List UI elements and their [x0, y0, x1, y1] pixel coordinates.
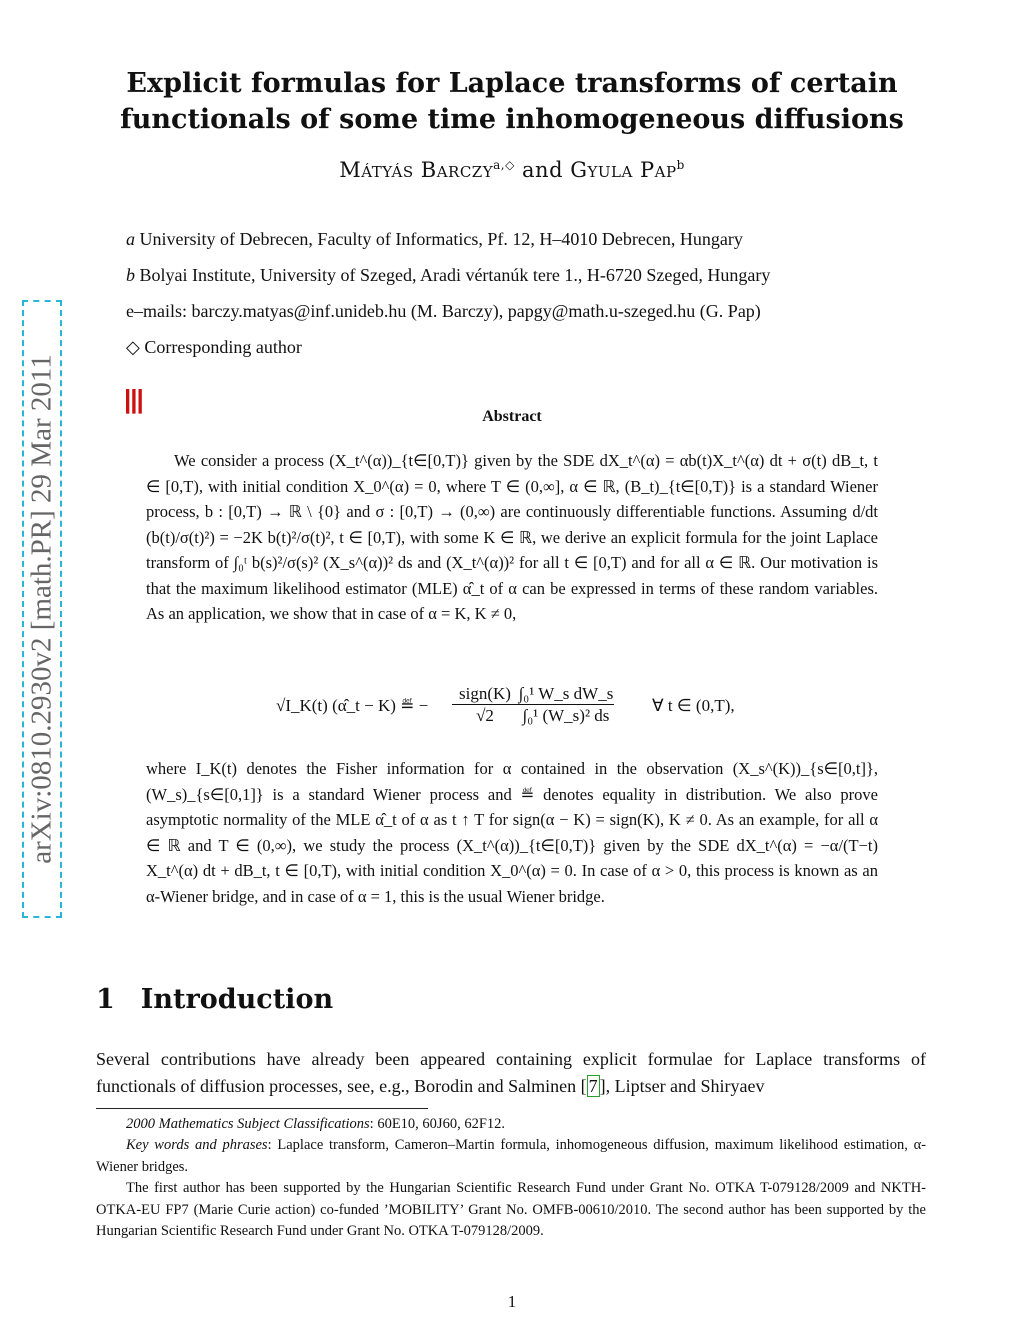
footnote-keywords: [96, 1135, 926, 1178]
abstract-paragraph-2: where I_K(t) denotes the Fisher information for α contained in the observation (X_s^(K))_{s∈[0,t]}, (W_s)_{s∈[0,1]} is a standard Wiener process and ≝ denotes equality in distribution. We also prove asymptotic normality of the MLE α̂_t of α as t ↑ T for sign(α − K) = sign(K), K ≠ 0. As an example, for all α ∈ ℝ and T ∈ (0,∞), we study the process (X_t^(α))_{t∈[0,T)} given by the SDE dX_t^(α) = −α/(T−t) X_t^(α) dt + dB_t, t ∈ [0,T), with initial condition X_0^(α) = 0. In case of α > 0, this process is known as an α-Wiener bridge, and in case of α = 1, this is the usual Wiener bridge.: [146, 759, 878, 906]
intro-paragraph: [96, 1046, 926, 1100]
display-condition: ∀ t ∈ (0,T),: [652, 696, 735, 715]
author-1: Mátyás Barczy: [339, 158, 494, 182]
footnote-funding: The first author has been supported by the Hungarian Scientific Research Fund under Grant No. OTKA T-079128/2009 and NKTH-OTKA-EU FP7 (Marie Curie action) co-funded ’MOBILITY’ Grant No. OMFB-00610/2010. The second author has been supported by the Hungarian Scientific Research Fund under Grant No. OTKA T-079128/2009.: [96, 1180, 926, 1239]
display-int-num: ∫₀¹ W_s dW_s: [518, 684, 614, 703]
display-lhs: √I_K(t) (α̂_t − K) ≝ −: [276, 696, 429, 715]
author-1-sup: a,◇: [493, 158, 515, 172]
display-int-den: ∫₀¹ (W_s)² ds: [522, 706, 610, 725]
display-frac-den: √2: [476, 706, 494, 725]
affiliation-b-mark: b: [126, 265, 135, 285]
footnote-msc-label: 2000 Mathematics Subject Classifications: [126, 1116, 370, 1132]
title-line-1: Explicit formulas for Laplace transforms of certain: [126, 68, 898, 99]
display-int-frac: [518, 684, 614, 727]
footnote-msc: [96, 1114, 926, 1136]
corresponding-author: ◇ Corresponding author: [126, 337, 302, 357]
affiliation-b-text: Bolyai Institute, University of Szeged, Aradi vértanúk tere 1., H-6720 Szeged, Hungary: [139, 265, 771, 285]
affiliation-a-mark: a: [126, 229, 135, 249]
footnote-msc-text: : 60E10, 60J60, 62F12.: [369, 1116, 506, 1132]
affiliation-a-text: University of Debrecen, Faculty of Informatics, Pf. 12, H–4010 Debrecen, Hungary: [139, 229, 743, 249]
display-frac: [452, 684, 518, 727]
arxiv-stamp: [22, 300, 62, 918]
paper-title: [120, 66, 904, 138]
author-2: Gyula Pap: [570, 158, 677, 182]
abstract-paragraph-1: We consider a process (X_t^(α))_{t∈[0,T)} given by the SDE dX_t^(α) = αb(t)X_t^(α) dt + σ(t) dB_t, t ∈ [0,T), with initial condition X_0^(α) = 0, where T ∈ (0,∞], α ∈ ℝ, (B_t)_{t∈[0,T)} is a standard Wiener process, b : [0,T) → ℝ \ {0} and σ : [0,T) → (0,∞) are continuously differentiable functions. Assuming d/dt (b(t)/σ(t)²) = −2K b(t)²/σ(t)², t ∈ [0,T), with some K ∈ ℝ, we derive an explicit formula for the joint Laplace transform of ∫₀ᵗ b(s)²/σ(s)² (X_s^(α))² ds and (X_t^(α))² for all t ∈ [0,T) and for all α ∈ ℝ. Our motivation is that the maximum likelihood estimator (MLE) α̂_t of α can be expressed in terms of these random variables. As an application, we show that in case of α = K, K ≠ 0,: [146, 451, 878, 623]
page-number: 1: [507, 1292, 517, 1311]
intro-text-1: Several contributions have already been appeared containing explicit formulae for Laplace transforms of functionals of diffusion processes, see, e.g., Borodin and Salminen [: [96, 1049, 926, 1096]
emails: e–mails: barczy.matyas@inf.unideb.hu (M. Barczy), papgy@math.u-szeged.hu (G. Pap): [126, 301, 761, 321]
intro-text-2: ], Liptser and Shiryaev: [599, 1076, 765, 1096]
red-bars-mark: |||: [124, 384, 143, 414]
display-equation: [146, 684, 878, 734]
author-conj: and: [522, 158, 564, 182]
author-line: [120, 158, 904, 182]
affiliation-a: [126, 229, 743, 250]
section-title: Introduction: [140, 984, 334, 1015]
title-line-2: functionals of some time inhomogeneous diffusions: [120, 104, 904, 135]
affiliation-b: [126, 265, 770, 286]
section-number: 1: [96, 984, 115, 1015]
abstract-heading: Abstract: [482, 408, 542, 425]
footnote-keywords-text: : Laplace transform, Cameron–Martin formula, inhomogeneous diffusion, maximum likelihood estimation, α-Wiener bridges.: [96, 1137, 926, 1175]
author-2-sup: b: [676, 158, 685, 172]
citation-link-7[interactable]: 7: [588, 1076, 598, 1096]
footnote-keywords-label: Key words and phrases: [126, 1137, 268, 1153]
section-heading: [96, 984, 333, 1015]
arxiv-stamp-text: arXiv:0810.2930v2 [math.PR] 29 Mar 2011: [25, 354, 58, 864]
display-frac-num: sign(K): [452, 684, 518, 705]
footnote-rule: [96, 1108, 428, 1109]
